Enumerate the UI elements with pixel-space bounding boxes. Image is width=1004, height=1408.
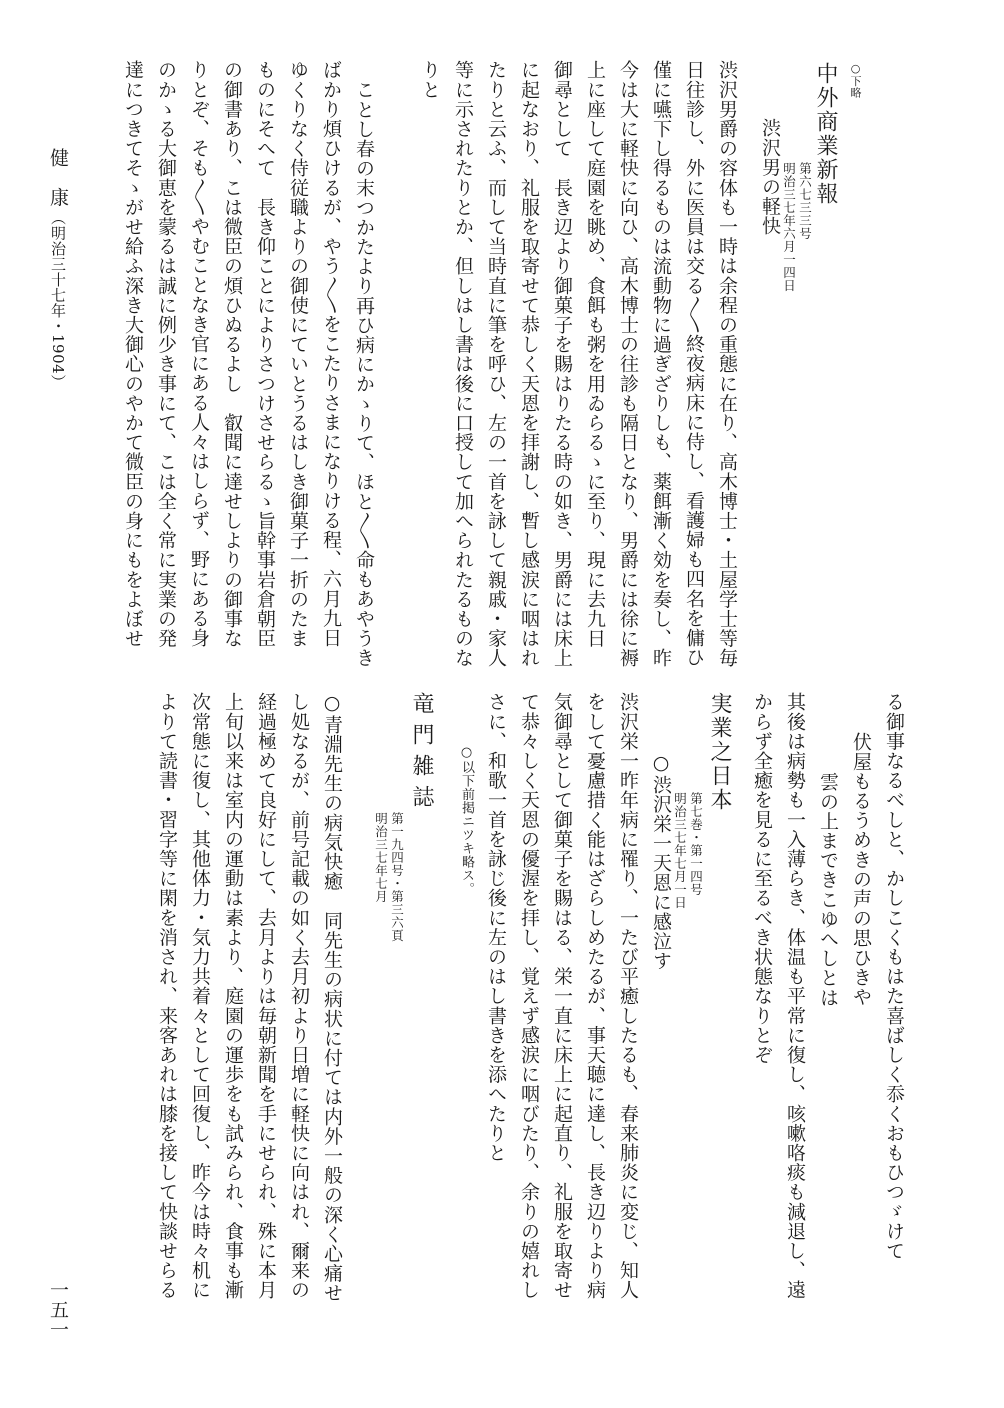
- issue-number: 第一九四号・第三六頁: [389, 812, 405, 942]
- body-line: さに、和歌一首を詠じ後に左のはし書きを添へたりと: [485, 692, 507, 1163]
- poem-line: 雲の上まできこゆへしとは: [817, 772, 839, 1008]
- publication-title: 実業之日本: [707, 692, 732, 812]
- continued-line: る御事なるべしと、かしこくもはた喜ばしく忝くおもひつゞけて: [883, 692, 905, 1261]
- article-title: ○渋沢栄一天恩に感泣す: [650, 752, 672, 971]
- body-line: ○青淵先生の病気快癒 同先生の病状に付ては内外一般の深く心痛せ: [321, 692, 343, 1303]
- issue-date: 明治三七年六月一四日: [781, 162, 797, 292]
- article-title: 渋沢男の軽快: [759, 118, 781, 236]
- quote-line: ことし春の末つかたより再ひ病にかゝりて、ほと〳〵命もあやうき: [353, 80, 375, 668]
- omit-note: ○下略: [849, 62, 862, 98]
- body-line: りと: [419, 60, 441, 100]
- quote-line: ものにそへて 長き仰ことによりさつけさせらるゝ旨幹事岩倉朝臣: [254, 60, 276, 648]
- continued-line: からず全癒を見るに至るべき状態なりとぞ: [751, 692, 773, 1065]
- continued-line: 其後は病勢も一入薄らき、体温も平常に復し、咳嗽咯痰も減退し、遠: [784, 692, 806, 1300]
- body-line: 次常態に復し、其他体力・気力共着々として回復し、昨今は時々机に: [189, 692, 211, 1300]
- quote-line: ゆくりなく侍従職よりの御使にていとうるはしき御菓子一折のたま: [287, 60, 309, 648]
- body-line: 今は大に軽快に向ひ、高木博士の往診も隔日となり、男爵には徐に褥: [617, 60, 639, 668]
- issue-date: 明治三七年七月一日: [672, 792, 688, 909]
- body-line: 僅に嚥下し得るものは流動物に過ぎざりしも、薬餌漸く効を奏し、昨: [650, 60, 672, 668]
- body-line: 経過極めて良好にして、去月よりは毎朝新聞を手にせられ、殊に本月: [255, 692, 277, 1300]
- body-line: に起なおり、礼服を取寄せて恭しく天恩を拝謝し、暫し感涙に咽はれ: [518, 60, 540, 668]
- omit-note: ○以下前掲ニツキ略ス。: [459, 745, 474, 896]
- poem-line: 伏屋もるうめきの声の思ひきや: [850, 732, 872, 1007]
- quote-line: の御書あり、こは微臣の煩ひぬるよし 叡聞に達せしよりの御事な: [221, 60, 243, 648]
- page-number: 一五一: [47, 1280, 69, 1339]
- body-line: 日往診し、外に医員は交る〳〵終夜病床に侍し、看護婦も四名を傭ひ: [683, 60, 705, 667]
- publication-title: 中外商業新報: [813, 62, 838, 206]
- issue-number: 第六七三三号: [797, 162, 813, 240]
- issue-date: 明治三七年七月: [373, 812, 389, 903]
- body-line: 上旬以来は室内の運動は素より、庭園の運歩をも試みられ、食事も漸: [222, 692, 244, 1300]
- issue-number: 第七巻・第一四号: [688, 792, 704, 896]
- body-line: よりて読書・習字等に閑を消され、来客あれは膝を接して快談せらる: [156, 692, 178, 1300]
- body-line: 渋沢栄一昨年病に罹り、一たび平癒したるも、春来肺炎に変じ、知人: [617, 692, 639, 1300]
- body-line: 気御尋として御菓子を賜はる、栄一直に床上に起直り、礼服を取寄せ: [551, 692, 573, 1300]
- quote-line: りとぞ、そも〳〵やむことなき官にある人々はしらず、野にある身: [188, 60, 210, 648]
- footer-era: （明治三十七年・1904）: [49, 210, 67, 390]
- footer-section: 健 康: [47, 148, 69, 207]
- body-line: をして憂慮措く能はざらしめたるが、事天聴に達し、長き辺りより病: [584, 692, 606, 1300]
- body-line: 御尋として 長き辺より御菓子を賜はりたる時の如き、男爵には床上: [551, 60, 573, 668]
- quote-line: 達につきてそゝがせ給ふ深き大御心のやかて微臣の身にもをよぼせ: [122, 60, 144, 648]
- body-line: たりと云ふ、而して当時直に筆を呼ひ、左の一首を詠して親戚・家人: [485, 60, 507, 668]
- body-line: 上に座して庭園を眺め、食餌も粥を用ゐらるゝに至り、現に去九日: [584, 60, 606, 648]
- quote-line: ばかり煩ひけるが、やう〳〵をこたりさまになりける程、六月九日: [320, 60, 342, 648]
- quote-line: のかゝる大御恵を蒙るは誠に例少き事にて、こは全く常に実業の発: [155, 60, 177, 648]
- body-line: し処なるが、前号記載の如く去月初より日増に軽快に向はれ、爾来の: [288, 692, 310, 1300]
- body-line: 等に示されたりとか、但しはし書は後に口授して加へられたるものな: [452, 60, 474, 668]
- body-line: て恭々しく天恩の優渥を拝し、覚えず感涙に咽びたり、余りの嬉れし: [518, 692, 540, 1300]
- body-line: 渋沢男爵の容体も一時は余程の重態に在り、高木博士・土屋学士等毎: [716, 60, 738, 668]
- publication-title: 竜門雑誌: [409, 692, 434, 816]
